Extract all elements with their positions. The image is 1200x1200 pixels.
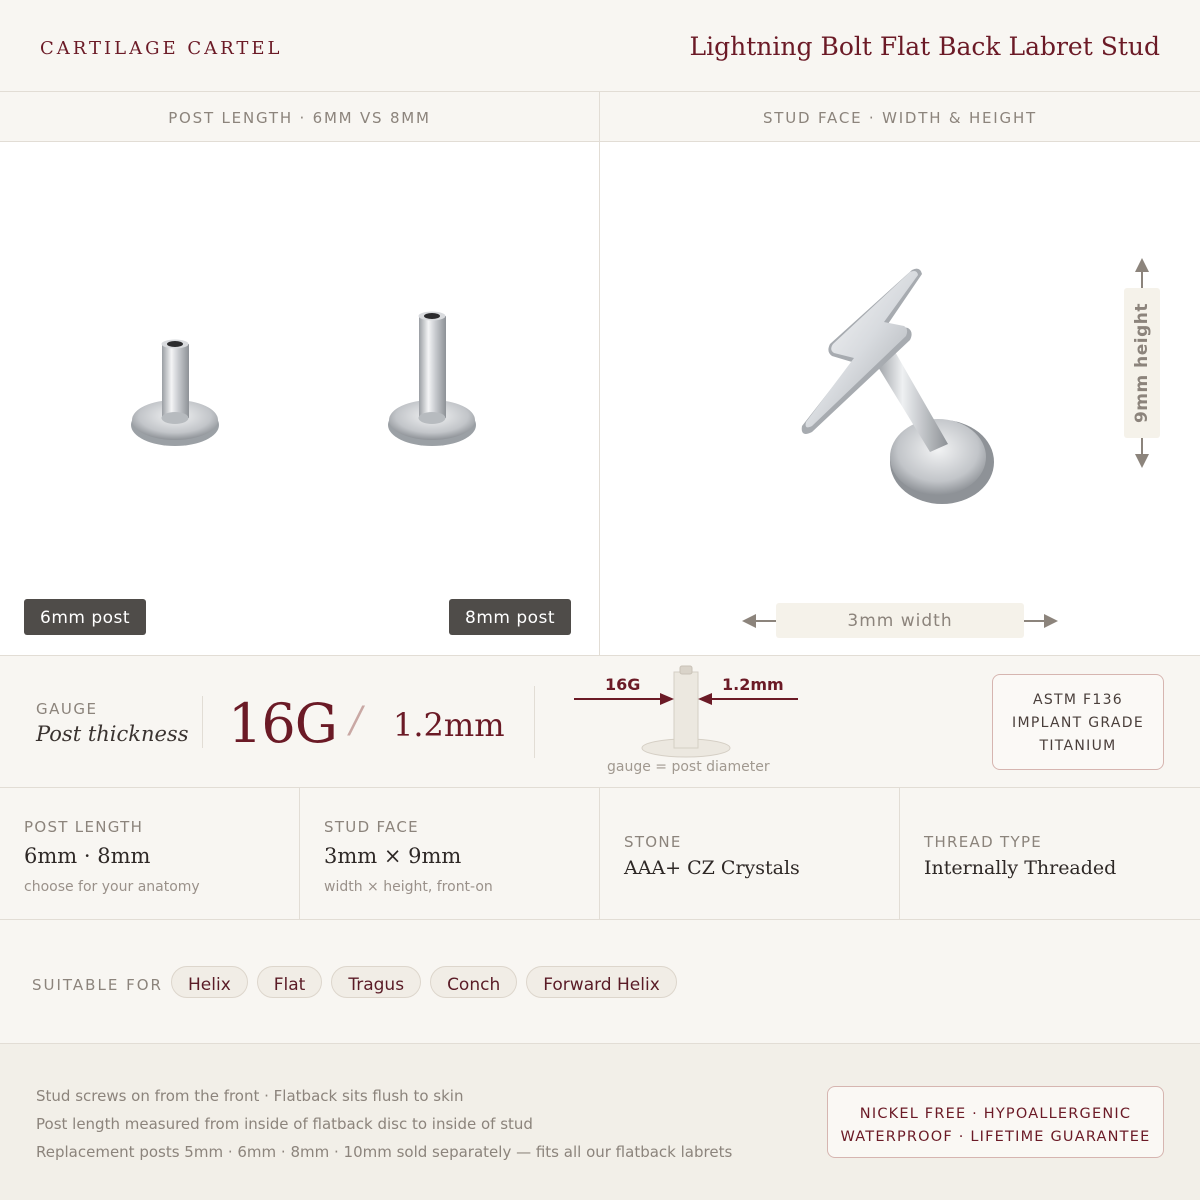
brand-logo[interactable]: CARTILAGE CARTEL <box>40 38 283 59</box>
stud-face-panel <box>600 92 1200 656</box>
post-length-panel <box>0 92 600 656</box>
divider <box>534 686 535 758</box>
height-label-pill <box>1124 288 1160 438</box>
spec-label: STUD FACE <box>324 818 419 836</box>
spec-note: width × height, front-on <box>324 879 493 895</box>
post-length-heading: POST LENGTH · 6MM VS 8MM <box>0 92 599 142</box>
divider <box>202 696 203 748</box>
gauge-subtitle: Post thickness <box>36 722 189 746</box>
spec-note: choose for your anatomy <box>24 879 200 895</box>
gauge-row <box>0 656 1200 788</box>
post-8mm-image <box>377 282 487 462</box>
width-label: 3mm width <box>776 603 1024 638</box>
spec-stud-face <box>300 788 600 920</box>
lightning-bolt-stud-image <box>790 262 1020 512</box>
spec-label: THREAD TYPE <box>924 833 1043 851</box>
spec-value: 3mm × 9mm <box>324 844 462 868</box>
spec-grid <box>0 788 1200 920</box>
footer-note: Post length measured from inside of flatback disc to inside of stud <box>36 1115 533 1133</box>
spec-label: STONE <box>624 833 682 851</box>
stud-face-heading: STUD FACE · WIDTH & HEIGHT <box>600 92 1200 142</box>
material-line: ASTM F136 <box>1032 692 1124 708</box>
tag-8mm-post: 8mm post <box>449 599 571 635</box>
spec-stone <box>600 788 900 920</box>
suitable-for-row <box>0 920 1200 1044</box>
footer-note: Replacement posts 5mm · 6mm · 8mm · 10mm sold separately — fits all our flatback labrets <box>36 1143 733 1161</box>
material-badge <box>992 674 1164 770</box>
suitable-for-label: SUITABLE FOR <box>32 976 163 994</box>
gauge-value: 16G <box>228 692 337 755</box>
chip-conch[interactable]: Conch <box>430 966 517 998</box>
spec-post-length <box>0 788 300 920</box>
guarantee-badge <box>827 1086 1164 1158</box>
chip-helix[interactable]: Helix <box>171 966 248 998</box>
footer <box>0 1044 1200 1200</box>
post-6mm-image <box>120 312 230 462</box>
spec-value: 6mm · 8mm <box>24 844 151 868</box>
guarantee-line: WATERPROOF · LIFETIME GUARANTEE <box>840 1129 1151 1145</box>
spec-label: POST LENGTH <box>24 818 144 836</box>
footer-note: Stud screws on from the front · Flatback sits flush to skin <box>36 1087 464 1105</box>
chip-flat[interactable]: Flat <box>257 966 323 998</box>
chip-forward-helix[interactable]: Forward Helix <box>526 966 677 998</box>
gauge-mm-value: 1.2mm <box>393 706 505 744</box>
piercing-chips <box>171 966 677 998</box>
diagram-gauge-label: 16G <box>605 675 641 694</box>
material-line: TITANIUM <box>1039 738 1117 754</box>
page-header <box>0 0 1200 92</box>
spec-value: AAA+ CZ Crystals <box>624 857 800 879</box>
diagram-caption: gauge = post diameter <box>607 759 770 775</box>
height-label: 9mm height <box>1132 302 1152 424</box>
material-line: IMPLANT GRADE <box>1012 715 1144 731</box>
gauge-label: GAUGE <box>36 700 98 718</box>
chip-tragus[interactable]: Tragus <box>331 966 421 998</box>
spec-thread-type <box>900 788 1200 920</box>
diagram-mm-label: 1.2mm <box>722 675 784 694</box>
product-title: Lightning Bolt Flat Back Labret Stud <box>689 32 1160 61</box>
gauge-slash: / <box>350 700 363 741</box>
guarantee-line: NICKEL FREE · HYPOALLERGENIC <box>859 1106 1132 1122</box>
spec-value: Internally Threaded <box>924 857 1117 879</box>
tag-6mm-post: 6mm post <box>24 599 146 635</box>
